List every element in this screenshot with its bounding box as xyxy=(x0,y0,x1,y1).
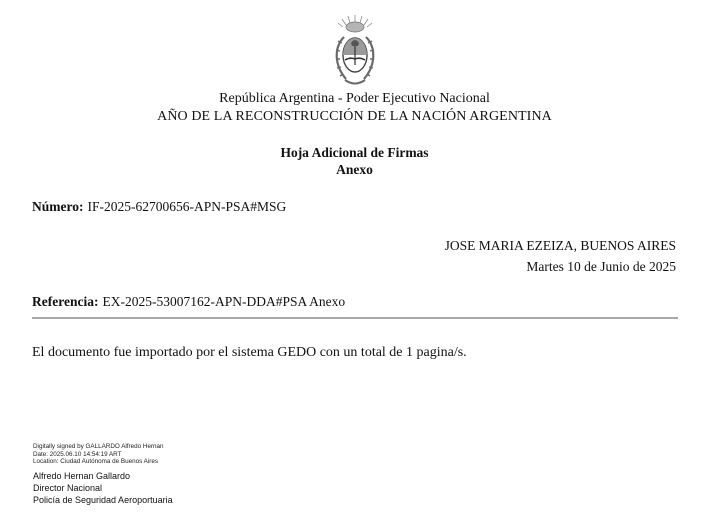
digital-signature-date: Date: 2025.06.10 14:54:19 ART xyxy=(33,450,122,458)
divider xyxy=(32,317,678,319)
signer-role: Director Nacional xyxy=(33,483,103,493)
header-government-line: República Argentina - Poder Ejecutivo Nacional xyxy=(219,91,490,106)
coat-of-arms-icon xyxy=(330,13,380,91)
date-line: Martes 10 de Junio de 2025 xyxy=(526,259,676,274)
referencia-value: EX-2025-53007162-APN-DDA#PSA Anexo xyxy=(102,294,346,309)
location-line: JOSE MARIA EZEIZA, BUENOS AIRES xyxy=(444,238,676,253)
digital-signature-block xyxy=(33,443,164,466)
numero-row xyxy=(32,199,286,215)
signer-name: Alfredo Hernan Gallardo xyxy=(33,471,131,481)
digital-signature-signer: Digitally signed by GALLARDO Alfredo Hernan xyxy=(33,443,164,450)
numero-label: Número: xyxy=(32,199,84,214)
numero-value: IF-2025-62700656-APN-PSA#MSG xyxy=(87,199,287,214)
referencia-label: Referencia: xyxy=(32,294,99,309)
document-subtitle: Anexo xyxy=(336,162,373,177)
document-title: Hoja Adicional de Firmas xyxy=(280,145,429,160)
digital-signature-location: Location: Ciudad Autónoma de Buenos Aires xyxy=(33,458,158,466)
signer-block xyxy=(33,470,173,506)
document-body-text: El documento fue importado por el sistema GEDO con un total de 1 pagina/s. xyxy=(32,345,467,360)
header-year-motto: AÑO DE LA RECONSTRUCCIÓN DE LA NACIÓN ARGENTINA xyxy=(157,109,552,124)
signer-organization: Policía de Seguridad Aeroportuaria xyxy=(33,495,173,505)
referencia-row xyxy=(32,294,345,310)
